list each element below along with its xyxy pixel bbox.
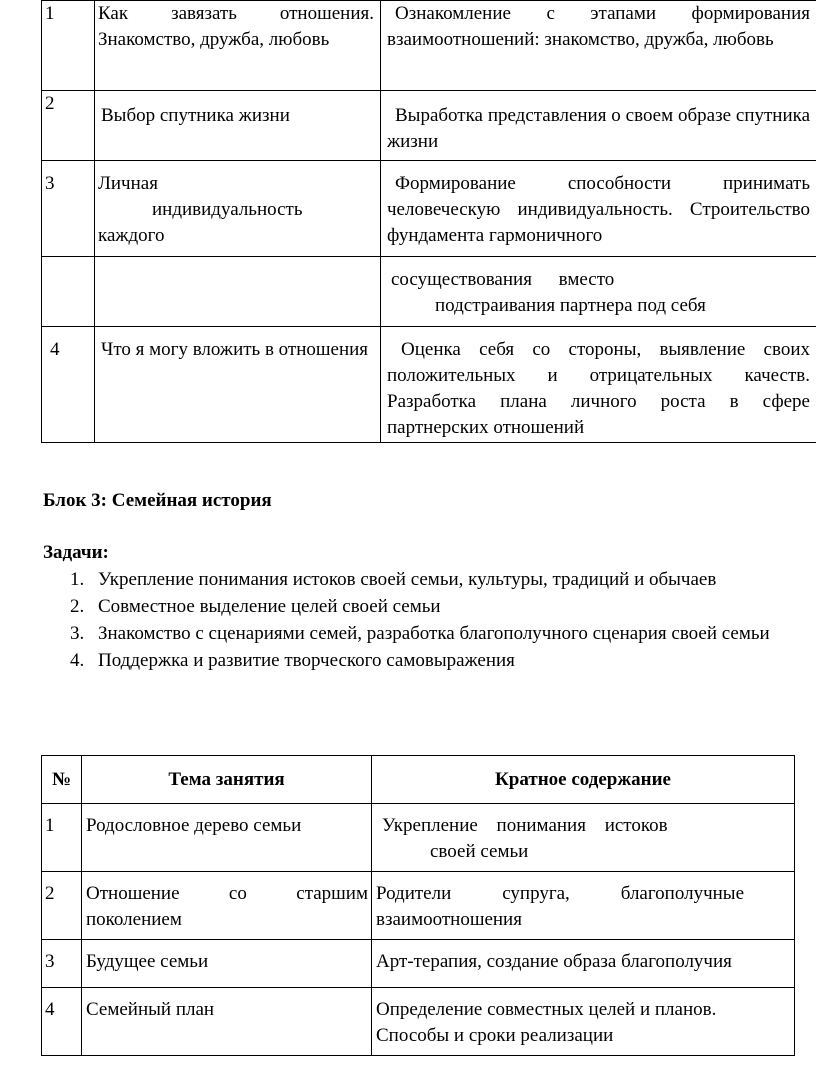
session-content: Арт-терапия, создание образа благополучия (372, 940, 795, 988)
row-number: 4 (42, 327, 95, 443)
table-row (42, 1, 816, 91)
task-text: Поддержка и развитие творческого самовыражения (98, 650, 515, 671)
session-topic (95, 161, 381, 257)
session-topic: Что я могу вложить в отношения (95, 327, 381, 443)
table-row (42, 257, 816, 327)
session-topic: Будущее семьи (82, 940, 372, 988)
session-content: Родители супруга, благополучные взаимоотношения (372, 872, 795, 940)
list-item: 2. Совместное выделение целей своей семьи (70, 596, 441, 617)
list-item: 3. Знакомство с сценариями семей, разработка благополучного сценария своей семьи (70, 623, 770, 644)
session-topic (95, 257, 381, 327)
list-item: 4. Поддержка и развитие творческого самовыражения (70, 650, 515, 671)
tasks-list (70, 567, 782, 675)
column-header-number: № (42, 756, 82, 804)
content-line: своей семьи (430, 841, 529, 862)
topic-line: индивидуальность (152, 199, 303, 220)
content-line: сосуществования вместо (391, 269, 615, 290)
row-number: 1 (42, 1, 95, 91)
task-text: Укрепление понимания истоков своей семьи, культуры, традиций и обычаев (98, 569, 717, 590)
row-number: 1 (42, 804, 82, 872)
column-header-content: Кратное содержание (372, 756, 795, 804)
session-content: Оценка себя со стороны, выявление своих положительных и отрицательных качеств. Разработка плана личного роста в сфере партнерских отношений (381, 327, 816, 443)
session-content: Определение совместных целей и планов. Способы и сроки реализации (372, 988, 795, 1056)
sessions-table-block2 (41, 0, 816, 443)
task-text: Совместное выделение целей своей семьи (98, 596, 441, 617)
row-number: 2 (42, 872, 82, 940)
task-text: Знакомство с сценариями семей, разработка благополучного сценария своей семьи (98, 623, 770, 644)
block-title: Блок 3: Семейная история (43, 490, 272, 511)
table-row (42, 327, 816, 443)
table-row (42, 988, 795, 1056)
tasks-label: Задачи: (43, 542, 109, 563)
session-content: Формирование способности принимать человеческую индивидуальность. Строительство фундамента гармоничного (381, 161, 816, 257)
session-content: Ознакомление с этапами формирования взаимоотношений: знакомство, дружба, любовь (381, 1, 816, 91)
session-topic: Как завязать отношения. Знакомство, дружба, любовь (95, 1, 381, 91)
row-number (42, 257, 95, 327)
session-topic: Отношение со старшим поколением (82, 872, 372, 940)
table-header-row (42, 756, 795, 804)
topic-line: каждого (98, 225, 165, 246)
session-content (381, 257, 816, 327)
content-line: подстраивания партнера под себя (435, 295, 706, 316)
topic-line: Личная (98, 173, 158, 194)
session-topic: Родословное дерево семьи (82, 804, 372, 872)
row-number: 2 (42, 91, 95, 161)
column-header-topic: Тема занятия (82, 756, 372, 804)
session-content (372, 804, 795, 872)
table-row (42, 940, 795, 988)
row-number: 3 (42, 161, 95, 257)
table-row (42, 804, 795, 872)
session-topic: Семейный план (82, 988, 372, 1056)
session-topic: Выбор спутника жизни (95, 91, 381, 161)
table-row (42, 872, 795, 940)
row-number: 4 (42, 988, 82, 1056)
table-row (42, 161, 816, 257)
session-content: Выработка представления о своем образе спутника жизни (381, 91, 816, 161)
row-number: 3 (42, 940, 82, 988)
sessions-table-block3 (41, 755, 795, 1056)
table-row (42, 91, 816, 161)
list-item: 1. Укрепление понимания истоков своей семьи, культуры, традиций и обычаев (70, 569, 717, 590)
content-line: Укрепление понимания истоков (382, 815, 668, 836)
